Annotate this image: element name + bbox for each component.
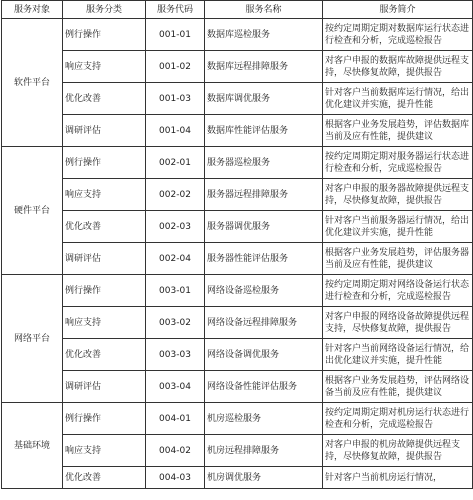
header-row — [2, 1, 473, 19]
service-category-cell: 例行操作 — [63, 403, 146, 435]
service-name-cell: 服务器调优服务 — [205, 211, 323, 243]
service-code-cell: 001-01 — [146, 19, 205, 51]
service-name-cell: 网络设备巡检服务 — [205, 275, 323, 307]
service-category-cell: 响应支持 — [63, 307, 146, 339]
service-category-cell: 优化改善 — [63, 339, 146, 371]
service-category-cell: 例行操作 — [63, 147, 146, 179]
service-name-cell: 服务器巡检服务 — [205, 147, 323, 179]
header-name: 服务名称 — [205, 1, 323, 19]
service-name-cell: 机房巡检服务 — [205, 403, 323, 435]
service-description-cell: 根据客户业务发展趋势，评估网络设备当前及应有性能，提供建议 — [323, 371, 473, 403]
service-category-cell: 响应支持 — [63, 179, 146, 211]
service-name-cell: 数据库调优服务 — [205, 83, 323, 115]
service-category-cell: 调研评估 — [63, 115, 146, 147]
service-name-cell: 机房调优服务 — [205, 467, 323, 489]
service-category-cell: 调研评估 — [63, 371, 146, 403]
service-description-cell: 按约定周期定期对服务器运行状态进行检查和分析，完成巡检报告 — [323, 147, 473, 179]
service-code-cell: 004-01 — [146, 403, 205, 435]
service-code-cell: 003-02 — [146, 307, 205, 339]
service-category-cell: 优化改善 — [63, 211, 146, 243]
header-code: 服务代码 — [146, 1, 205, 19]
service-code-cell: 004-03 — [146, 467, 205, 489]
service-description-cell: 根据客户业务发展趋势，评估服务器当前及应有性能，提供建议 — [323, 243, 473, 275]
service-description-cell: 针对客户当前网络设备运行情况，给出优化建议并实施，提升性能 — [323, 339, 473, 371]
service-description-cell: 针对客户当前数据库运行情况，给出优化建议并实施，提升性能 — [323, 83, 473, 115]
table-row — [2, 115, 473, 147]
table-row — [2, 211, 473, 243]
service-description-cell: 按约定周期定期对机房运行状态进行检查和分析，完成巡检报告 — [323, 403, 473, 435]
service-name-cell: 服务器性能评估服务 — [205, 243, 323, 275]
table-row — [2, 83, 473, 115]
service-code-cell: 001-04 — [146, 115, 205, 147]
table-row — [2, 307, 473, 339]
table-body — [2, 19, 473, 489]
service-name-cell: 网络设备远程排障服务 — [205, 307, 323, 339]
service-description-cell: 按约定周期定期对数据库运行状态进行检查和分析，完成巡检报告 — [323, 19, 473, 51]
table-row — [2, 179, 473, 211]
service-code-cell: 003-03 — [146, 339, 205, 371]
service-category-cell: 响应支持 — [63, 51, 146, 83]
service-name-cell: 数据库性能评估服务 — [205, 115, 323, 147]
header-category: 服务分类 — [63, 1, 146, 19]
service-code-cell: 001-02 — [146, 51, 205, 83]
table-row — [2, 275, 473, 307]
service-category-cell: 例行操作 — [63, 275, 146, 307]
service-code-cell: 002-02 — [146, 179, 205, 211]
service-description-cell: 对客户申报的数据库故障提供远程支持，尽快修复故障，提供报告 — [323, 51, 473, 83]
service-category-cell: 例行操作 — [63, 19, 146, 51]
table-row — [2, 19, 473, 51]
service-category-cell: 调研评估 — [63, 243, 146, 275]
table-row — [2, 435, 473, 467]
service-description-cell: 按约定周期定期对网络设备运行状态进行检查和分析，完成巡检报告 — [323, 275, 473, 307]
service-code-cell: 002-01 — [146, 147, 205, 179]
header-object: 服务对象 — [2, 1, 63, 19]
service-category-cell: 响应支持 — [63, 435, 146, 467]
service-description-cell: 根据客户业务发展趋势，评估数据库当前及应有性能，提供建议 — [323, 115, 473, 147]
table-row — [2, 371, 473, 403]
service-code-cell: 002-04 — [146, 243, 205, 275]
table-row — [2, 467, 473, 489]
service-code-cell: 004-02 — [146, 435, 205, 467]
service-description-cell: 对客户申报的网络设备故障提供远程支持，尽快修复故障，提供报告 — [323, 307, 473, 339]
service-category-cell: 优化改善 — [63, 467, 146, 489]
service-name-cell: 数据库巡检服务 — [205, 19, 323, 51]
service-code-cell: 002-03 — [146, 211, 205, 243]
table-row — [2, 339, 473, 371]
service-description-cell: 对客户申报的机房故障提供远程支持，尽快修复故障，提供报告 — [323, 435, 473, 467]
service-object-cell: 网络平台 — [2, 275, 63, 403]
service-description-cell: 对客户申报的服务器故障提供远程支持，尽快修复故障，提供报告 — [323, 179, 473, 211]
service-code-cell: 003-01 — [146, 275, 205, 307]
service-description-cell: 针对客户当前服务器运行情况，给出优化建议并实施，提升性能 — [323, 211, 473, 243]
service-catalog-table — [1, 0, 473, 489]
service-object-cell: 软件平台 — [2, 19, 63, 147]
table-row — [2, 51, 473, 83]
table-row — [2, 147, 473, 179]
service-code-cell: 003-04 — [146, 371, 205, 403]
table-row — [2, 243, 473, 275]
service-category-cell: 优化改善 — [63, 83, 146, 115]
service-name-cell: 网络设备性能评估服务 — [205, 371, 323, 403]
service-code-cell: 001-03 — [146, 83, 205, 115]
table-row — [2, 403, 473, 435]
header-description: 服务简介 — [323, 1, 473, 19]
service-name-cell: 服务器远程排障服务 — [205, 179, 323, 211]
service-object-cell: 基础环境 — [2, 403, 63, 489]
service-name-cell: 机房远程排障服务 — [205, 435, 323, 467]
service-name-cell: 数据库远程排障服务 — [205, 51, 323, 83]
service-description-cell: 针对客户当前机房运行情况， — [323, 467, 473, 489]
service-name-cell: 网络设备调优服务 — [205, 339, 323, 371]
service-object-cell: 硬件平台 — [2, 147, 63, 275]
table-header — [2, 1, 473, 19]
